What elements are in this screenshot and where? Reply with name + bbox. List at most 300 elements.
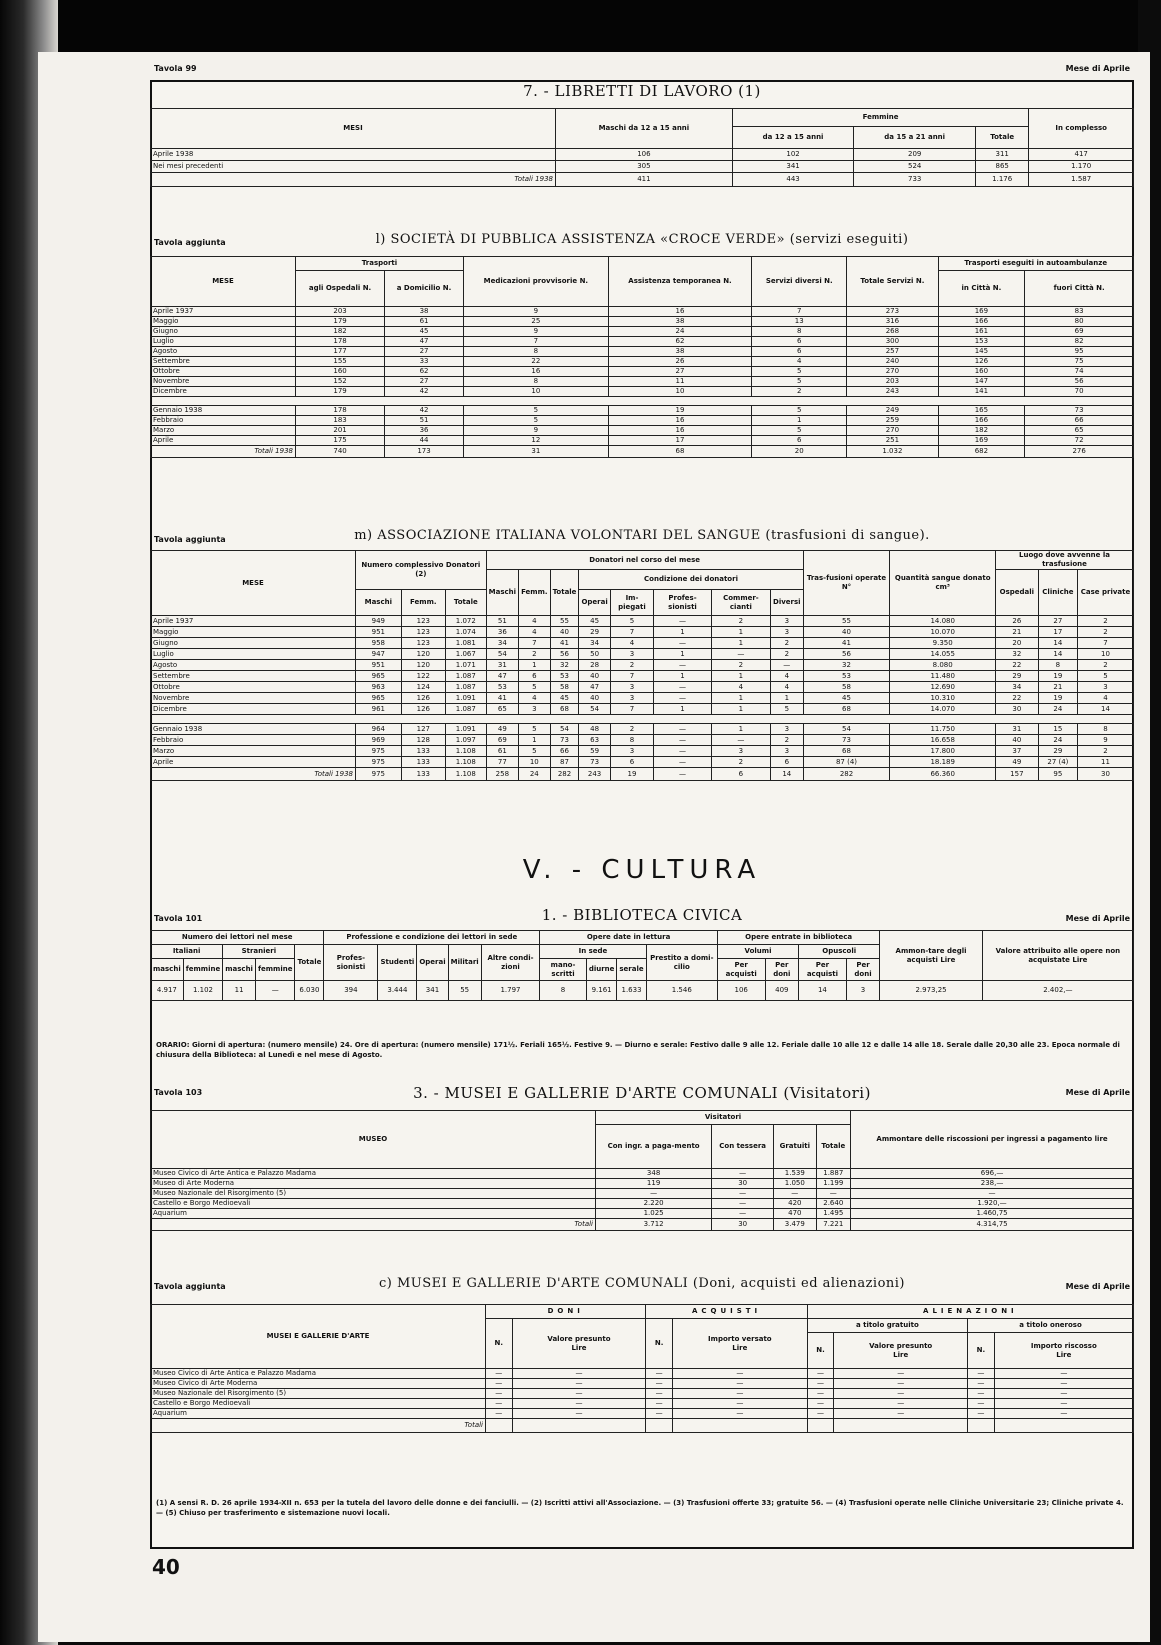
table-cell: Totali 1938 (151, 768, 356, 781)
table-cell: 26 (995, 616, 1038, 627)
table-cell: 27 (608, 367, 751, 377)
table-cell: Settembre (151, 671, 356, 682)
col-header: a titolo gratuito (807, 1319, 967, 1333)
table-cell: 958 (356, 638, 402, 649)
table-cell: 1 (771, 693, 804, 704)
col-header: Im-piegati (610, 590, 653, 616)
header-text: Lire (893, 1350, 909, 1359)
col-header: Donatori nel corso del mese (486, 551, 803, 570)
table-cell: 62 (608, 337, 751, 347)
table-cell: 70 (1025, 387, 1134, 397)
table-cell: 14 (1038, 638, 1077, 649)
section-title: 1. - BIBLIOTECA CIVICA (541, 906, 743, 924)
table-row (151, 1389, 1134, 1399)
table-cell: 55 (448, 981, 481, 1001)
table-cell: 243 (847, 387, 938, 397)
table-cell: 157 (995, 768, 1038, 781)
table-cell: 209 (854, 149, 976, 161)
table-cell: 22 (995, 660, 1038, 671)
table-cell: 4 (771, 671, 804, 682)
table-cell: 178 (296, 406, 385, 416)
table-cell: 8 (1038, 660, 1077, 671)
table-cell: 58 (550, 682, 579, 693)
table-cell: 1.025 (596, 1209, 712, 1219)
table-cell: 3 (771, 724, 804, 735)
table-cell: — (968, 1379, 995, 1389)
table-cell: 7 (752, 307, 847, 317)
table-cell: — (646, 1399, 673, 1409)
table-cell: 5 (752, 367, 847, 377)
col-header: Opere entrate in biblioteca (717, 931, 879, 945)
table-cell: Marzo (151, 746, 356, 757)
table-cell: — (646, 1409, 673, 1419)
col-header: Maschi da 12 a 15 anni (556, 109, 733, 149)
table-cell: Museo Civico di Arte Antica e Palazzo Madama (151, 1369, 486, 1379)
table-cell: 123 (401, 616, 445, 627)
table-cell: — (834, 1389, 968, 1399)
table-cell: 5 (463, 406, 608, 416)
table-cell: 10.310 (890, 693, 996, 704)
table-cell: — (807, 1389, 834, 1399)
table-cell: 251 (847, 436, 938, 446)
col-header: Totale (295, 945, 324, 981)
table-cell: — (512, 1389, 646, 1399)
table-cell: 68 (803, 746, 890, 757)
table-cell: 7 (519, 638, 551, 649)
col-header: Italiani (151, 945, 223, 959)
table-cell: 2 (610, 660, 653, 671)
table-cell: 2 (1078, 616, 1134, 627)
table-cell: — (646, 1369, 673, 1379)
table-cell: 9 (463, 426, 608, 436)
table-cell: 1.050 (774, 1179, 816, 1189)
table-cell: — (994, 1399, 1133, 1409)
table-cell: — (654, 757, 712, 768)
col-header: ALIENAZIONI (807, 1305, 1133, 1319)
col-header: Per acquisti (799, 959, 847, 981)
table-cell: 32 (995, 649, 1038, 660)
musei-visitatori-table (150, 1110, 1134, 1231)
table-cell: 9.161 (586, 981, 617, 1001)
table-cell: 4 (1078, 693, 1134, 704)
table-cell: 10 (463, 387, 608, 397)
col-header: Volumi (717, 945, 798, 959)
table-row (151, 416, 1134, 426)
table-row (151, 649, 1134, 660)
table-cell: 975 (356, 768, 402, 781)
table-total-row (151, 1419, 1134, 1433)
table-row (151, 1399, 1134, 1409)
col-header: In complesso (1029, 109, 1134, 149)
table-cell: 12 (463, 436, 608, 446)
table-cell: 300 (847, 337, 938, 347)
table-cell: 273 (847, 307, 938, 317)
table-cell: 6 (752, 436, 847, 446)
col-header: Quantità sangue donato cm³ (890, 551, 996, 616)
table-cell: 133 (401, 746, 445, 757)
table-cell: 32 (550, 660, 579, 671)
table-cell: 7 (1078, 638, 1134, 649)
table-cell: Totali (151, 1219, 596, 1231)
table-cell: 3 (711, 746, 770, 757)
table-row (151, 1179, 1134, 1189)
table-cell: 5 (519, 682, 551, 693)
table-cell: 120 (401, 649, 445, 660)
table-cell: 2 (711, 660, 770, 671)
table-cell: — (816, 1189, 851, 1199)
table-cell: 20 (752, 446, 847, 458)
table-cell: 27 (4) (1038, 757, 1077, 768)
table-cell: 54 (803, 724, 890, 735)
page-number: 40 (152, 1555, 180, 1579)
table-cell: 73 (1025, 406, 1134, 416)
table-cell: 48 (579, 724, 610, 735)
table-cell: 8 (463, 377, 608, 387)
table-cell: 133 (401, 757, 445, 768)
table-cell: 133 (401, 768, 445, 781)
table-cell: 66 (550, 746, 579, 757)
table-cell: 31 (486, 660, 518, 671)
table-cell: — (834, 1409, 968, 1419)
table-cell: 34 (579, 638, 610, 649)
col-header: maschi (151, 959, 184, 981)
table-cell: 33 (385, 357, 464, 367)
table-cell: 77 (486, 757, 518, 768)
table-cell: 341 (417, 981, 448, 1001)
table-number: Tavola 99 (154, 64, 197, 73)
table-cell: 68 (550, 704, 579, 715)
table-total-row (151, 1219, 1134, 1231)
table-cell: 2 (771, 649, 804, 660)
col-header: N. (807, 1333, 834, 1369)
table-cell: 51 (385, 416, 464, 426)
table-cell: 161 (938, 327, 1025, 337)
table-row (151, 367, 1134, 377)
table-cell: 965 (356, 671, 402, 682)
table-cell: 9.350 (890, 638, 996, 649)
table-cell: 10.070 (890, 627, 996, 638)
table-cell: 2 (711, 757, 770, 768)
table-cell: 1 (654, 627, 712, 638)
table-cell: 40 (803, 627, 890, 638)
table-cell: 975 (356, 757, 402, 768)
table-cell: — (654, 682, 712, 693)
table-cell: — (512, 1399, 646, 1409)
col-header: N. (486, 1319, 513, 1369)
table-cell: 173 (385, 446, 464, 458)
table-cell (672, 1419, 807, 1433)
table-cell: 1.887 (816, 1169, 851, 1179)
col-header: Profes-sionisti (324, 945, 378, 981)
table-cell: 259 (847, 416, 938, 426)
table-cell: 145 (938, 347, 1025, 357)
table-cell: 2.640 (816, 1199, 851, 1209)
table-cell: 55 (803, 616, 890, 627)
col-header: a titolo oneroso (968, 1319, 1134, 1333)
col-header: agli Ospedali N. (296, 271, 385, 307)
table-cell: 951 (356, 627, 402, 638)
table-cell: 3 (610, 682, 653, 693)
table-cell: 16 (608, 307, 751, 317)
table-cell: 8 (610, 735, 653, 746)
table-cell: — (807, 1399, 834, 1409)
table-cell: 141 (938, 387, 1025, 397)
col-header (672, 1319, 807, 1369)
table-cell: 95 (1025, 347, 1134, 357)
table-cell: Giugno (151, 638, 356, 649)
table-cell: — (834, 1399, 968, 1409)
table-row (151, 660, 1134, 671)
table-cell: 68 (608, 446, 751, 458)
table-cell: 16 (463, 367, 608, 377)
col-header: ACQUISTI (646, 1305, 807, 1319)
table-cell: 69 (486, 735, 518, 746)
table-cell: 10 (519, 757, 551, 768)
table-cell (512, 1419, 646, 1433)
table-cell: 524 (854, 161, 976, 173)
table-row (151, 337, 1134, 347)
table-cell: 30 (1078, 768, 1134, 781)
table-row (151, 1169, 1134, 1179)
table-cell: 203 (847, 377, 938, 387)
table-cell: 1 (654, 649, 712, 660)
table-cell: 409 (765, 981, 799, 1001)
table-cell (486, 1419, 513, 1433)
table-cell: 682 (938, 446, 1025, 458)
table-cell: 53 (550, 671, 579, 682)
table-cell: 29 (995, 671, 1038, 682)
table-cell: — (486, 1369, 513, 1379)
col-header: Cliniche (1038, 570, 1077, 616)
table-cell: Castello e Borgo Medioevali (151, 1399, 486, 1409)
table-cell: 82 (1025, 337, 1134, 347)
table-cell: 58 (803, 682, 890, 693)
table-cell: 7.221 (816, 1219, 851, 1231)
table-cell: — (672, 1389, 807, 1399)
table-cell: 55 (550, 616, 579, 627)
table-cell: 47 (579, 682, 610, 693)
table-cell: 74 (1025, 367, 1134, 377)
table-cell: 2 (519, 649, 551, 660)
col-header: Femmine (732, 109, 1029, 127)
table-cell: 32 (803, 660, 890, 671)
table-cell: — (994, 1369, 1133, 1379)
table-cell: — (994, 1409, 1133, 1419)
table-cell: 38 (385, 307, 464, 317)
table-cell: 25 (463, 317, 608, 327)
table-cell: 696,— (851, 1169, 1134, 1179)
table-cell: — (807, 1409, 834, 1419)
table-cell: — (646, 1389, 673, 1399)
table-cell: Dicembre (151, 387, 296, 397)
table-cell: Aquarium (151, 1409, 486, 1419)
table-spacer (151, 715, 1134, 724)
table-cell: 1 (711, 704, 770, 715)
col-header: maschi (223, 959, 256, 981)
table-spacer (151, 397, 1134, 406)
table-cell: 3 (771, 746, 804, 757)
table-month: Mese di Aprile (1065, 1088, 1130, 1097)
table-cell: 10 (1078, 649, 1134, 660)
table-cell: 24 (1038, 704, 1077, 715)
table-cell: 160 (938, 367, 1025, 377)
table-cell: 15 (1038, 724, 1077, 735)
table-cell: 9 (1078, 735, 1134, 746)
table-cell: 42 (385, 406, 464, 416)
table-cell: 179 (296, 387, 385, 397)
table-cell: — (654, 735, 712, 746)
header-text: Importo versato (708, 1334, 772, 1343)
table-cell: — (596, 1189, 712, 1199)
table-number: Tavola aggiunta (154, 1282, 226, 1291)
table-cell: 29 (579, 627, 610, 638)
table-cell: 243 (579, 768, 610, 781)
table-cell: 6 (711, 768, 770, 781)
table-cell: 5 (752, 426, 847, 436)
table-cell (834, 1419, 968, 1433)
table-cell: 18.189 (890, 757, 996, 768)
table-cell: 305 (556, 161, 733, 173)
table-cell: 126 (401, 704, 445, 715)
table-cell: 3.444 (378, 981, 417, 1001)
col-header: Professione e condizione dei lettori in sede (324, 931, 540, 945)
table-cell (646, 1419, 673, 1433)
table-cell: 20 (995, 638, 1038, 649)
table-cell: 53 (803, 671, 890, 682)
table-row (151, 1189, 1134, 1199)
table-cell: 95 (1038, 768, 1077, 781)
table-cell: — (486, 1389, 513, 1399)
col-header: Numero complessivo Donatori (2) (356, 551, 487, 590)
col-header: Gratuiti (774, 1125, 816, 1169)
table-cell: 66 (1025, 416, 1134, 426)
table-cell: 203 (296, 307, 385, 317)
library-hours-note: ORARIO: Giorni di apertura: (numero mensile) 24. Ore di apertura: (numero mensile) 171½. Feriali 165½. Festive 9. — Diurno e serale: Festivo dalle 9 alle 12. Feriale dalle 10 alle 12 e dalle 14 alle 18. Serale dalle 20,30 alle 23. Epoca normale di chiusura della Biblioteca: al Lunedì e nel mese di Agosto. (156, 1041, 1120, 1059)
table-cell: Museo di Arte Moderna (151, 1179, 596, 1189)
table-cell: 1 (519, 660, 551, 671)
col-header: Opere date in lettura (540, 931, 718, 945)
table-row (151, 161, 1134, 173)
table-cell: 87 (4) (803, 757, 890, 768)
col-header: Maschi (486, 570, 518, 616)
table-cell: 41 (550, 638, 579, 649)
table-cell: 61 (486, 746, 518, 757)
table-cell: 21 (1038, 682, 1077, 693)
table-cell: 1.091 (445, 724, 486, 735)
table-cell: 124 (401, 682, 445, 693)
table-row (151, 1199, 1134, 1209)
table-cell: Castello e Borgo Medioevali (151, 1199, 596, 1209)
table-cell: Museo Nazionale del Risorgimento (5) (151, 1189, 596, 1199)
table-cell: 8 (1078, 724, 1134, 735)
table-cell: — (834, 1369, 968, 1379)
col-header (834, 1333, 968, 1369)
table-cell: 119 (596, 1179, 712, 1189)
table-cell: — (646, 1379, 673, 1389)
table-cell: 11 (608, 377, 751, 387)
col-header: Diversi (771, 590, 804, 616)
col-header: Commer-cianti (711, 590, 770, 616)
table-cell: 178 (296, 337, 385, 347)
table-cell: 122 (401, 671, 445, 682)
col-header: Servizi diversi N. (752, 257, 847, 307)
col-header: Operai (579, 590, 610, 616)
table-cell: 270 (847, 426, 938, 436)
table-cell: 69 (1025, 327, 1134, 337)
section-title: l) SOCIETÀ DI PUBBLICA ASSISTENZA «CROCE VERDE» (servizi eseguiti) (375, 232, 909, 247)
table-cell: 75 (1025, 357, 1134, 367)
table-total-row (151, 173, 1134, 187)
table-cell: — (968, 1369, 995, 1379)
table-cell: 1 (519, 735, 551, 746)
table-cell: 1.087 (445, 671, 486, 682)
table-cell: 12.690 (890, 682, 996, 693)
table-cell: 17 (1038, 627, 1077, 638)
table-cell: 5 (463, 416, 608, 426)
table-cell: — (672, 1409, 807, 1419)
table-row (151, 757, 1134, 768)
table-cell: 68 (803, 704, 890, 715)
table-cell: 270 (847, 367, 938, 377)
table-cell: 16.658 (890, 735, 996, 746)
table-cell: 3 (610, 693, 653, 704)
table-cell: 311 (975, 149, 1028, 161)
table-cell: — (712, 1169, 774, 1179)
table-row (151, 347, 1134, 357)
table-row (151, 436, 1134, 446)
table-cell: Agosto (151, 347, 296, 357)
table-cell: Maggio (151, 627, 356, 638)
table-cell: 1 (711, 627, 770, 638)
table-cell: 947 (356, 649, 402, 660)
table-cell: 54 (550, 724, 579, 735)
table-row (151, 693, 1134, 704)
table-month: Mese di Aprile (1065, 914, 1130, 923)
table-cell: 14 (799, 981, 847, 1001)
table-cell: Aprile (151, 757, 356, 768)
table-header-line (150, 62, 1134, 78)
table-cell: 38 (608, 347, 751, 357)
table-cell: 36 (385, 426, 464, 436)
table-cell: 30 (995, 704, 1038, 715)
table-cell: Totali 1938 (151, 173, 556, 187)
col-header: Totale Servizi N. (847, 257, 938, 307)
table-cell: — (711, 649, 770, 660)
table-cell: 127 (401, 724, 445, 735)
table-number: Tavola 101 (154, 914, 203, 923)
table-cell: 1.920,— (851, 1199, 1134, 1209)
table-cell: 1.176 (975, 173, 1028, 187)
table-cell: 249 (847, 406, 938, 416)
table-cell: 49 (486, 724, 518, 735)
table-cell: 7 (610, 704, 653, 715)
table-cell: 73 (803, 735, 890, 746)
header-text: Valore presunto (547, 1334, 611, 1343)
col-header: serale (617, 959, 646, 981)
table-cell: 2 (771, 638, 804, 649)
col-header: Femm. (401, 590, 445, 616)
table-cell: 865 (975, 161, 1028, 173)
table-cell: — (968, 1389, 995, 1399)
table-cell: 1.081 (445, 638, 486, 649)
table-cell: 73 (579, 757, 610, 768)
table-cell: Museo Nazionale del Risorgimento (5) (151, 1389, 486, 1399)
table-cell (807, 1419, 834, 1433)
table-cell: — (654, 638, 712, 649)
table-cell: 4 (752, 357, 847, 367)
table-cell: 27 (385, 347, 464, 357)
col-header: da 15 a 21 anni (854, 127, 976, 149)
